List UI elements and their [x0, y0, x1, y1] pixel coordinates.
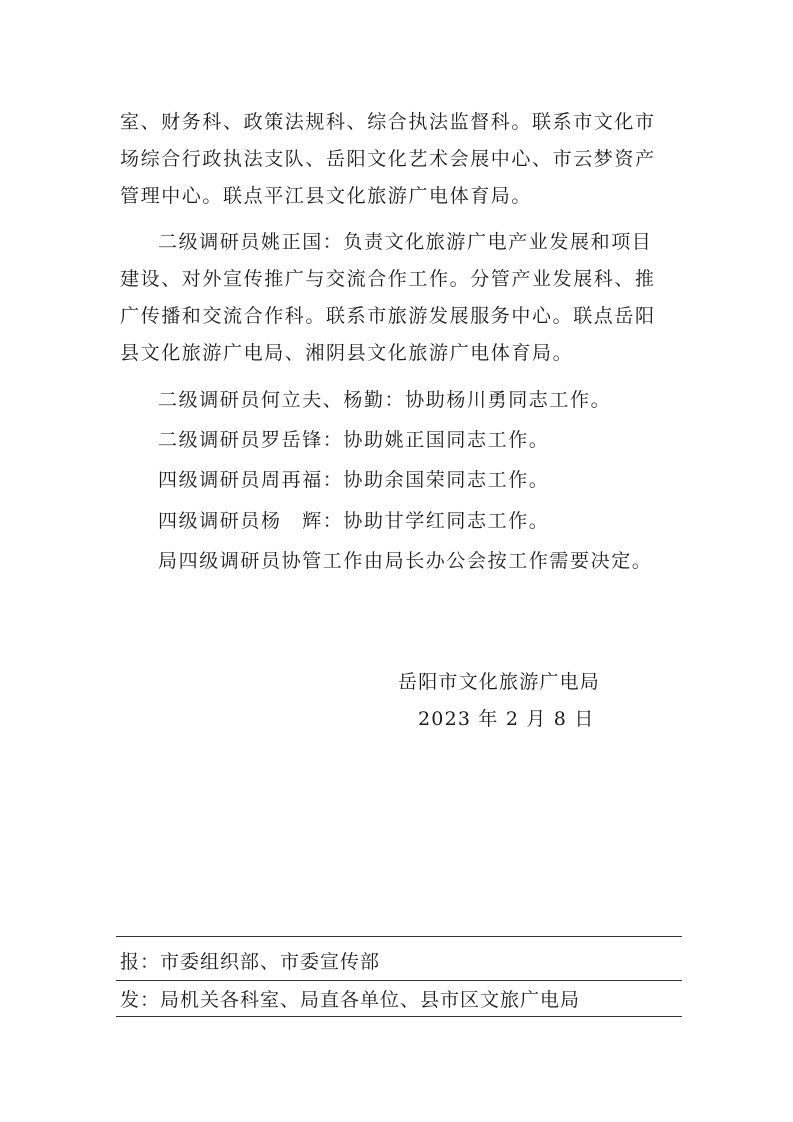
distribution-top-rule [116, 936, 682, 937]
body-line-11: 四级调研员杨 辉：协助甘学红同志工作。 [158, 510, 550, 532]
body-line-10: 四级调研员周再福：协助余国荣同志工作。 [158, 469, 550, 491]
signature-date: 2023 年 2 月 8 日 [418, 708, 595, 730]
distribution-send: 发：局机关各科室、局直各单位、县市区文旅广电局 [120, 989, 581, 1011]
body-line-12: 局四级调研员协管工作由局长办公会按工作需要决定。 [158, 550, 653, 572]
signature-org: 岳阳市文化旅游广电局 [398, 671, 601, 693]
body-line-1: 室、财务科、政策法规科、综合执法监督科。联系市文化市 [120, 111, 656, 133]
body-line-3: 管理中心。联点平江县文化旅游广电体育局。 [120, 185, 533, 207]
distribution-report: 报：市委组织部、市委宣传部 [120, 951, 381, 973]
body-line-9: 二级调研员罗岳锋：协助姚正国同志工作。 [158, 429, 550, 451]
body-line-8: 二级调研员何立夫、杨勤：协助杨川勇同志工作。 [158, 389, 612, 411]
distribution-bottom-rule [116, 1016, 682, 1017]
body-line-4: 二级调研员姚正国：负责文化旅游广电产业发展和项目 [158, 231, 653, 253]
body-line-6: 广传播和交流合作科。联系市旅游发展服务中心。联点岳阳 [120, 305, 656, 327]
body-line-2: 场综合行政执法支队、岳阳文化艺术会展中心、市云梦资产 [120, 148, 656, 170]
body-line-7: 县文化旅游广电局、湘阴县文化旅游广电体育局。 [120, 342, 574, 364]
distribution-middle-rule [116, 980, 682, 981]
body-line-5: 建设、对外宣传推广与交流合作工作。分管产业发展科、推 [120, 268, 656, 290]
